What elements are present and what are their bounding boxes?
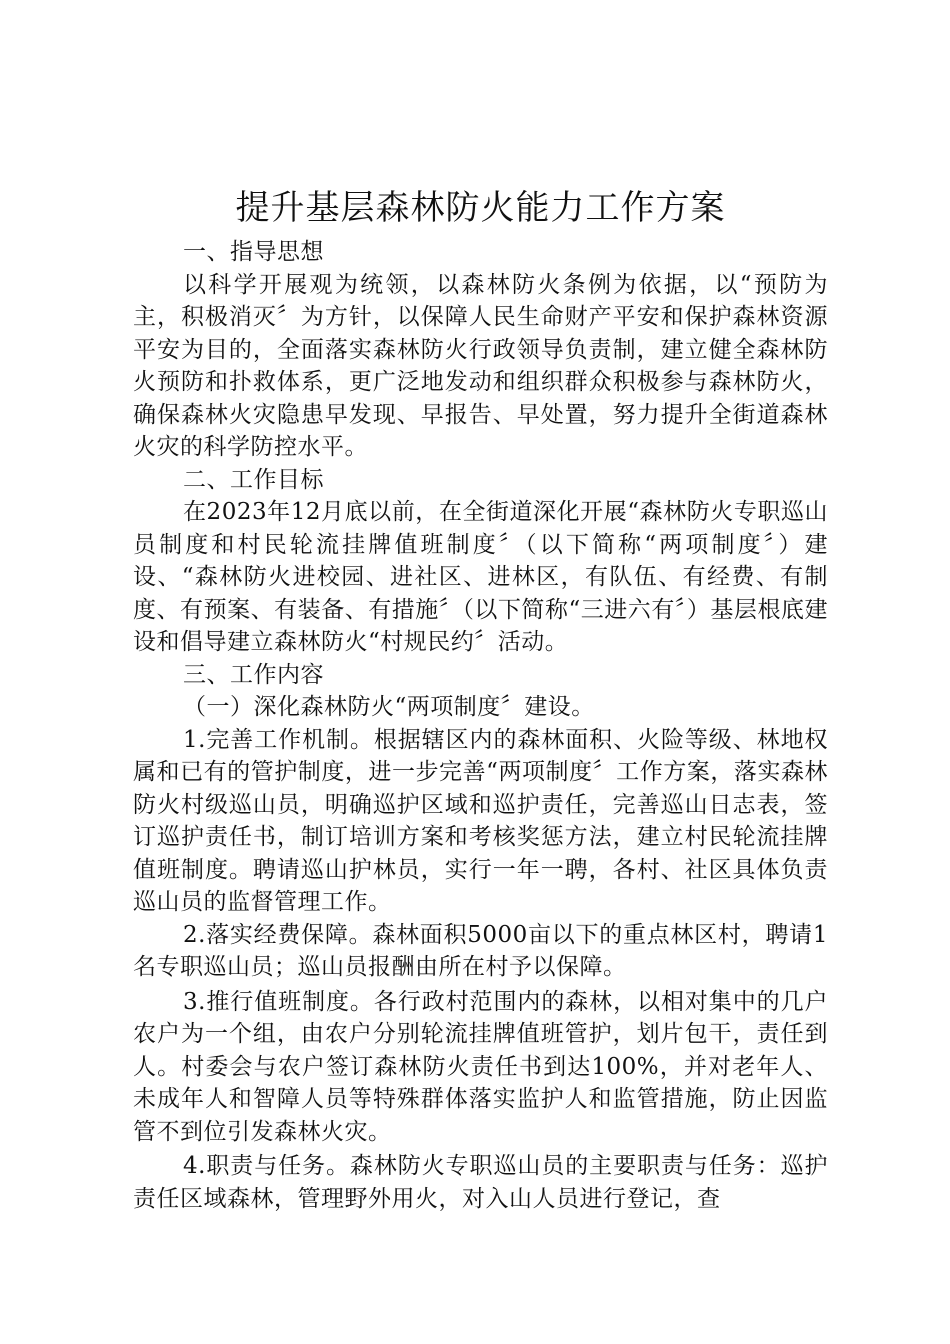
subsection-heading-two-systems: （一）深化森林防火“两项制度〞建设。 bbox=[183, 694, 595, 720]
section-heading-guiding-thought: 一、指导思想 bbox=[183, 239, 324, 265]
paragraph-guiding-thought: 以科学开展观为统领，以森林防火条例为依据，以“预防为主，积极消灭〞为方针，以保障人民生命财产平安和保护森林资源平安为目的，全面落实森林防火行政领导负责制，建立健全森林防火预防和扑救体系，更广泛地发动和组织群众积极参与森林防火，确保森林火灾隐患早发现、早报告、早处置，努力提升全街道森林火灾的科学防控水平。 bbox=[133, 271, 828, 460]
document-title: 提升基层森林防火能力工作方案 bbox=[235, 188, 726, 228]
paragraph-work-goals: 在2023年12月底以前，在全街道深化开展“森林防火专职巡山员制度和村民轮流挂牌值班制度〞（以下简称“两项制度〞）建设、“森林防火进校园、进社区、进林区，有队伍、有经费、有制度、有预案、有装备、有措施〞（以下简称“三进六有〞）基层根底建设和倡导建立森林防火“村规民约〞活动。 bbox=[133, 499, 828, 655]
paragraph-item-2: 2.落实经费保障。森林面积5000亩以下的重点林区村，聘请1名专职巡山员；巡山员报酬由所在村予以保障。 bbox=[133, 921, 828, 980]
section-heading-work-content: 三、工作内容 bbox=[183, 661, 324, 688]
paragraph-item-3: 3.推行值班制度。各行政村范围内的森林，以相对集中的几户农户为一个组，由农户分别轮流挂牌值班管护，划片包干，责任到人。村委会与农户签订森林防火责任书到达100%，并对老年人、未成年人和智障人员等特殊群体落实监护人和监管措施，防止因监管不到位引发森林火灾。 bbox=[133, 988, 828, 1145]
section-heading-work-goals: 二、工作目标 bbox=[183, 466, 324, 493]
paragraph-item-4: 4.职责与任务。森林防火专职巡山员的主要职责与任务：巡护责任区域森林，管理野外用火，对入山人员进行登记，查 bbox=[133, 1153, 828, 1212]
paragraph-item-1: 1.完善工作机制。根据辖区内的森林面积、火险等级、林地权属和已有的管护制度，进一步完善“两项制度〞工作方案，落实森林防火村级巡山员，明确巡护区域和巡护责任，完善巡山日志表，签订巡护责任书，制订培训方案和考核奖惩方法，建立村民轮流挂牌值班制度。聘请巡山护林员，实行一年一聘，各村、社区具体负责巡山员的监督管理工作。 bbox=[133, 726, 828, 915]
document-page bbox=[133, 180, 828, 1215]
